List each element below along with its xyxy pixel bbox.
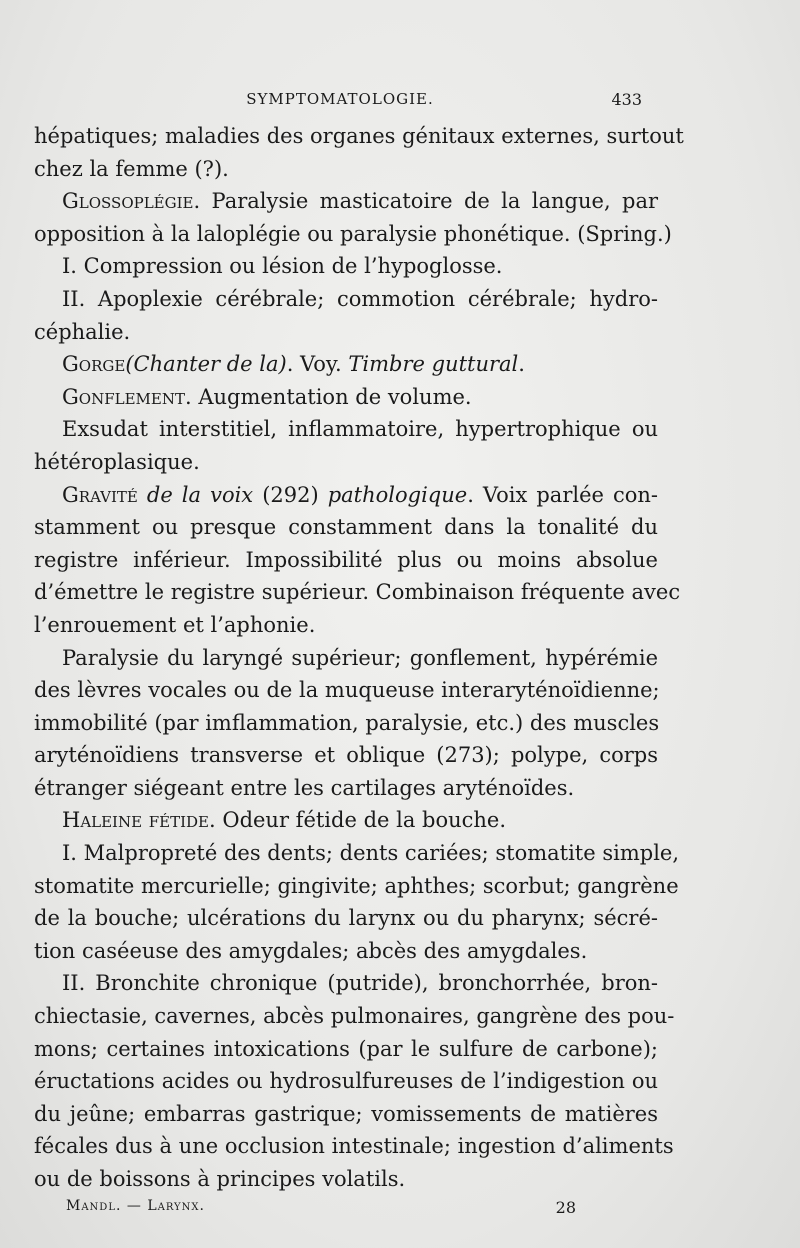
line-text: Augmentation de volume. [191,384,472,409]
text-line [34,348,658,381]
text-line [34,739,658,772]
text-line [34,446,658,479]
line-text: stomatite mercurielle; gingivite; aphthes; scorbut; gangrène [34,873,679,898]
page-number: 433 [611,90,642,109]
entry-heading: Gorge [62,352,126,377]
text-line [34,870,679,903]
text-line [34,902,658,935]
line-text: chez la femme (?). [34,156,229,181]
footer-reference: Mandl. — Larynx. [66,1198,205,1214]
text-line [34,381,658,414]
entry-heading: Gonflement. [62,384,192,409]
italic-text: Timbre guttural [348,352,519,377]
running-header: SYMPTOMATOLOGIE. [246,90,434,108]
text-line [34,967,658,1000]
text-line [34,544,658,577]
line-text: aryténoïdiens transverse et oblique (273); polype, corps [34,743,658,768]
line-text: (292) [253,482,328,507]
signature-mark: 28 [555,1198,576,1217]
line-text: de la bouche; ulcérations du larynx ou du pharynx; sécré- [34,906,658,931]
line-text: mons; certaines intoxications (par le sulfure de carbone); [34,1036,658,1061]
line-text: II. Bronchite chronique (putride), bronchorrhée, bron- [62,971,658,996]
text-line [34,413,658,446]
text-line [34,1098,658,1131]
line-text: céphalie. [34,319,131,344]
line-text: registre inférieur. Impossibilité plus ou moins absolue [34,547,658,572]
line-text: chiectasie, cavernes, abcès pulmonaires, gangrène des pou- [34,1004,675,1029]
text-line [34,1000,675,1033]
line-text: éructations acides ou hydrosulfureuses de l’indigestion ou [34,1069,658,1094]
line-text: immobilité (par imflammation, paralysie, etc.) des muscles [34,710,660,735]
line-text: opposition à la laloplégie ou paralysie phonétique. (Spring.) [34,221,672,246]
line-text: Paralysie du laryngé supérieur; gonflement, hypérémie [62,645,658,670]
italic-text: de la voix [137,482,254,507]
text-line [34,772,658,805]
text-line [34,576,681,609]
text-line [34,283,658,316]
text-line [34,479,658,512]
italic-text: pathologique [327,482,468,507]
text-line [34,250,658,283]
text-line [34,120,684,153]
line-text: . Voy. [286,352,349,377]
line-text: étranger siégeant entre les cartilages aryténoïdes. [34,775,575,800]
text-line [34,1163,658,1196]
text-line [34,218,672,251]
text-line [34,185,658,218]
footer [66,1198,576,1217]
line-text: stamment ou presque constamment dans la tonalité du [34,515,658,540]
text-line [34,511,658,544]
body-text [34,120,684,1196]
text-line [34,1130,674,1163]
line-text: . [518,352,525,377]
text-line [34,609,658,642]
line-text: fécales dus à une occlusion intestinale; ingestion d’aliments [34,1134,674,1159]
entry-heading: Haleine fétide. [62,808,216,833]
text-line [34,707,658,740]
text-line [34,316,658,349]
line-text: Paralysie masticatoire de la langue, par [200,189,658,214]
text-line [34,935,658,968]
line-text: ou de boissons à principes volatils. [34,1167,406,1191]
line-text: . Voix parlée con- [467,482,658,507]
line-text: tion caséeuse des amygdales; abcès des amygdales. [34,938,588,963]
line-text: II. Apoplexie cérébrale; commotion cérébrale; hydro- [62,286,658,311]
text-line [34,837,680,870]
line-text: du jeûne; embarras gastrique; vomissements de matières [34,1101,658,1126]
italic-text: (Chanter de la) [125,352,287,377]
entry-heading: Glossoplégie. [62,189,201,214]
text-line [34,1065,658,1098]
line-text: d’émettre le registre supérieur. Combinaison fréquente avec [34,580,681,605]
line-text: hétéroplasique. [34,449,200,474]
line-text: des lèvres vocales ou de la muqueuse interaryténoïdienne; [34,678,660,703]
line-text: hépatiques; maladies des organes génitaux externes, surtout [34,124,684,148]
line-text: Exsudat interstitiel, inflammatoire, hypertrophique ou [62,417,658,442]
text-line [34,642,658,675]
line-text: I. Malpropreté des dents; dents cariées; stomatite simple, [62,841,680,866]
text-line [34,153,658,186]
text-line [34,1033,658,1066]
text-line [34,804,658,837]
entry-heading: Gravité [62,482,138,507]
line-text: l’enrouement et l’aphonie. [34,612,316,637]
line-text: I. Compression ou lésion de l’hypoglosse. [62,254,503,279]
line-text: Odeur fétide de la bouche. [215,808,507,833]
text-line [34,674,658,707]
